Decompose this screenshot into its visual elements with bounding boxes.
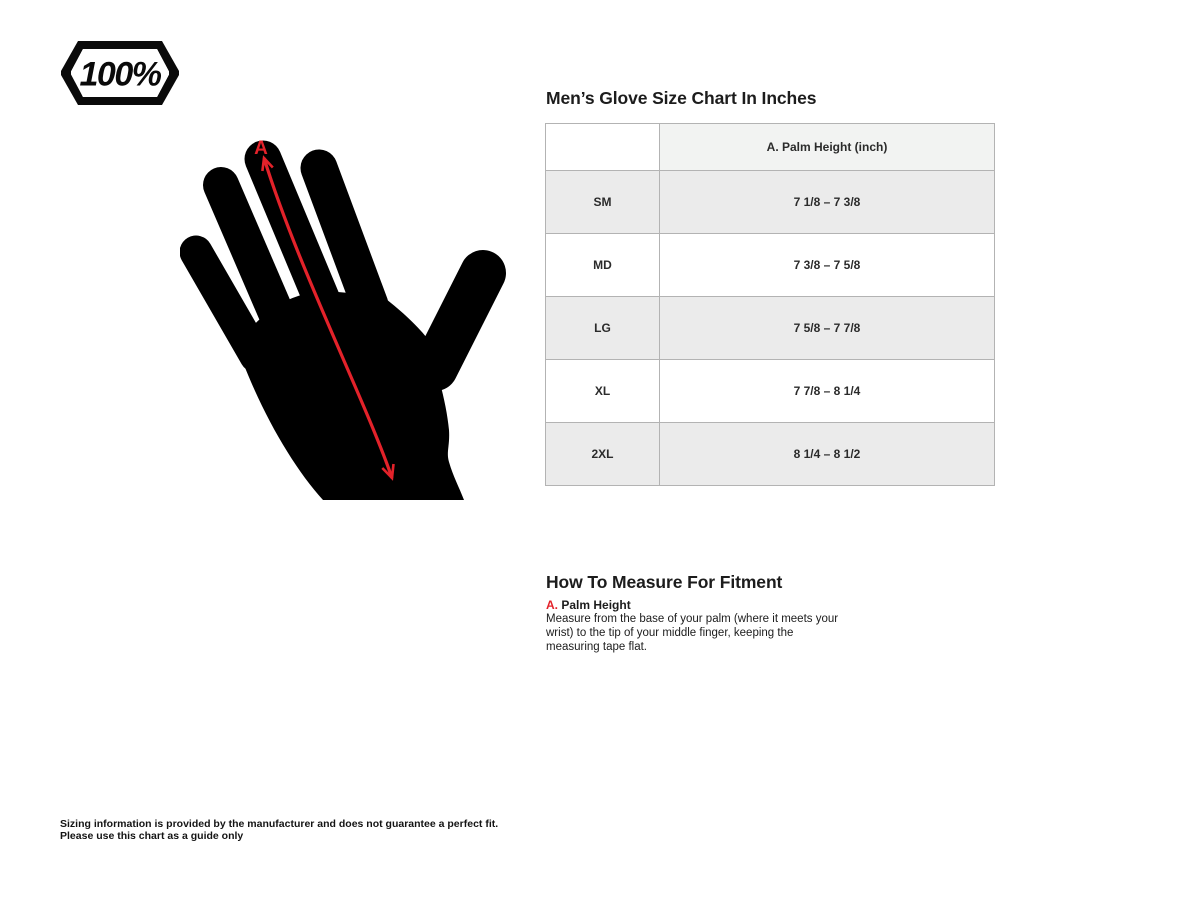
table-row xyxy=(546,423,995,486)
size-label-cell: MD xyxy=(546,234,660,297)
table-corner-cell xyxy=(546,124,660,171)
measure-item-description: Measure from the base of your palm (where it meets your wrist) to the tip of your middle finger, keeping the measuring tape flat. xyxy=(546,613,839,653)
palm-height-column-header: A. Palm Height (inch) xyxy=(660,124,995,171)
measure-item-key: A. xyxy=(546,598,558,612)
palm-height-value-cell: 8 1/4 – 8 1/2 xyxy=(660,423,995,486)
size-chart-rows xyxy=(546,171,995,486)
sizing-disclaimer xyxy=(60,818,498,842)
table-header-row xyxy=(546,124,995,171)
measurement-label-a: A xyxy=(254,138,268,159)
sizing-disclaimer-line1: Sizing information is provided by the manufacturer and does not guarantee a perfect fit. xyxy=(60,818,499,830)
table-row xyxy=(546,234,995,297)
palm-height-value-cell: 7 1/8 – 7 3/8 xyxy=(660,171,995,234)
measure-item-name: Palm Height xyxy=(561,598,631,612)
size-label-cell: LG xyxy=(546,297,660,360)
size-chart-title: Men’s Glove Size Chart In Inches xyxy=(546,88,817,108)
palm-height-value-cell: 7 7/8 – 8 1/4 xyxy=(660,360,995,423)
brand-logo-100percent xyxy=(60,40,180,106)
brand-logo-text: 100% xyxy=(79,55,161,94)
palm-height-value-cell: 7 5/8 – 7 7/8 xyxy=(660,297,995,360)
size-chart-table xyxy=(545,123,995,486)
size-label-cell: SM xyxy=(546,171,660,234)
sizing-disclaimer-line2: Please use this chart as a guide only xyxy=(60,830,244,842)
measure-section-title: How To Measure For Fitment xyxy=(546,572,783,592)
size-label-cell: XL xyxy=(546,360,660,423)
table-row xyxy=(546,360,995,423)
size-label-cell: 2XL xyxy=(546,423,660,486)
palm-height-value-cell: 7 3/8 – 7 5/8 xyxy=(660,234,995,297)
table-row xyxy=(546,297,995,360)
glove-illustration xyxy=(180,110,520,510)
measure-item-label xyxy=(546,598,631,612)
table-row xyxy=(546,171,995,234)
